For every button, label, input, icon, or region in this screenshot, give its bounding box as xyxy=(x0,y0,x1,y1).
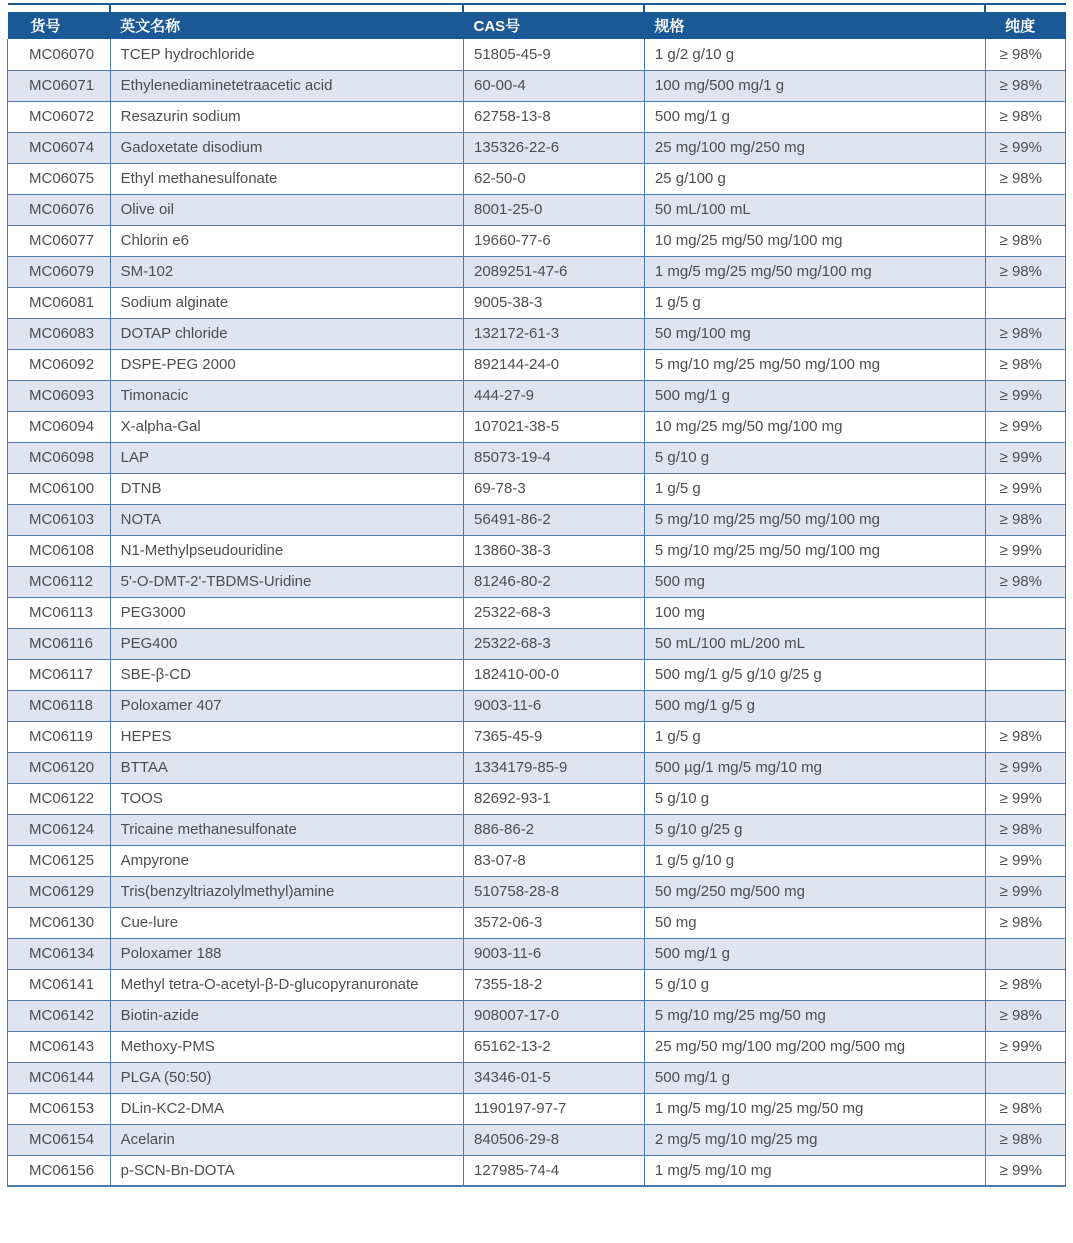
cell-name: NOTA xyxy=(110,504,463,535)
cell-purity: ≥ 98% xyxy=(985,163,1065,194)
table-row xyxy=(8,690,1066,721)
cell-item_no: MC06153 xyxy=(8,1093,111,1124)
cell-item_no: MC06116 xyxy=(8,628,111,659)
cell-name: Poloxamer 407 xyxy=(110,690,463,721)
table-row xyxy=(8,1062,1066,1093)
cell-name: PEG400 xyxy=(110,628,463,659)
cell-name: X-alpha-Gal xyxy=(110,411,463,442)
cell-cas: 81246-80-2 xyxy=(463,566,644,597)
cell-name: Olive oil xyxy=(110,194,463,225)
cell-name: DLin-KC2-DMA xyxy=(110,1093,463,1124)
cell-item_no: MC06154 xyxy=(8,1124,111,1155)
cell-name: BTTAA xyxy=(110,752,463,783)
cell-purity: ≥ 98% xyxy=(985,70,1065,101)
cell-purity xyxy=(985,938,1065,969)
cell-spec: 5 mg/10 mg/25 mg/50 mg/100 mg xyxy=(644,504,985,535)
cell-item_no: MC06074 xyxy=(8,132,111,163)
cell-cas: 62758-13-8 xyxy=(463,101,644,132)
cell-spec: 5 mg/10 mg/25 mg/50 mg/100 mg xyxy=(644,535,985,566)
cell-purity: ≥ 98% xyxy=(985,566,1065,597)
cell-purity: ≥ 98% xyxy=(985,318,1065,349)
cell-spec: 10 mg/25 mg/50 mg/100 mg xyxy=(644,411,985,442)
cell-item_no: MC06122 xyxy=(8,783,111,814)
cell-cas: 9005-38-3 xyxy=(463,287,644,318)
cell-item_no: MC06112 xyxy=(8,566,111,597)
cell-name: Tris(benzyltriazolylmethyl)amine xyxy=(110,876,463,907)
cell-purity xyxy=(985,194,1065,225)
cell-spec: 50 mL/100 mL xyxy=(644,194,985,225)
table-row xyxy=(8,473,1066,504)
cell-spec: 500 mg/1 g xyxy=(644,101,985,132)
top-rule-segment xyxy=(463,4,644,12)
table-row xyxy=(8,628,1066,659)
table-row xyxy=(8,907,1066,938)
table-row xyxy=(8,411,1066,442)
table-row xyxy=(8,938,1066,969)
cell-purity xyxy=(985,597,1065,628)
cell-name: HEPES xyxy=(110,721,463,752)
cell-item_no: MC06071 xyxy=(8,70,111,101)
cell-purity: ≥ 98% xyxy=(985,101,1065,132)
table-row xyxy=(8,39,1066,70)
cell-item_no: MC06144 xyxy=(8,1062,111,1093)
cell-purity: ≥ 98% xyxy=(985,721,1065,752)
table-row xyxy=(8,194,1066,225)
cell-purity: ≥ 98% xyxy=(985,225,1065,256)
cell-item_no: MC06156 xyxy=(8,1155,111,1186)
cell-item_no: MC06129 xyxy=(8,876,111,907)
cell-spec: 1 mg/5 mg/10 mg xyxy=(644,1155,985,1186)
table-row xyxy=(8,566,1066,597)
cell-item_no: MC06134 xyxy=(8,938,111,969)
cell-name: Chlorin e6 xyxy=(110,225,463,256)
cell-item_no: MC06077 xyxy=(8,225,111,256)
cell-item_no: MC06083 xyxy=(8,318,111,349)
cell-name: PLGA (50:50) xyxy=(110,1062,463,1093)
cell-cas: 840506-29-8 xyxy=(463,1124,644,1155)
cell-name: Ethylenediaminetetraacetic acid xyxy=(110,70,463,101)
cell-item_no: MC06100 xyxy=(8,473,111,504)
cell-item_no: MC06113 xyxy=(8,597,111,628)
cell-name: TCEP hydrochloride xyxy=(110,39,463,70)
cell-purity xyxy=(985,1062,1065,1093)
cell-spec: 1 mg/5 mg/25 mg/50 mg/100 mg xyxy=(644,256,985,287)
cell-cas: 1334179-85-9 xyxy=(463,752,644,783)
cell-cas: 83-07-8 xyxy=(463,845,644,876)
cell-cas: 69-78-3 xyxy=(463,473,644,504)
cell-item_no: MC06081 xyxy=(8,287,111,318)
cell-item_no: MC06117 xyxy=(8,659,111,690)
cell-cas: 107021-38-5 xyxy=(463,411,644,442)
table-row xyxy=(8,504,1066,535)
cell-purity: ≥ 98% xyxy=(985,814,1065,845)
cell-purity: ≥ 98% xyxy=(985,969,1065,1000)
cell-spec: 500 mg/1 g xyxy=(644,938,985,969)
cell-spec: 25 mg/100 mg/250 mg xyxy=(644,132,985,163)
cell-spec: 500 mg/1 g xyxy=(644,380,985,411)
cell-cas: 60-00-4 xyxy=(463,70,644,101)
cell-purity: ≥ 99% xyxy=(985,380,1065,411)
cell-cas: 56491-86-2 xyxy=(463,504,644,535)
cell-name: Acelarin xyxy=(110,1124,463,1155)
cell-name: PEG3000 xyxy=(110,597,463,628)
cell-item_no: MC06130 xyxy=(8,907,111,938)
cell-name: Poloxamer 188 xyxy=(110,938,463,969)
table-row xyxy=(8,101,1066,132)
cell-item_no: MC06076 xyxy=(8,194,111,225)
cell-item_no: MC06094 xyxy=(8,411,111,442)
table-row xyxy=(8,1124,1066,1155)
top-rule-segment xyxy=(644,4,985,12)
cell-spec: 5 mg/10 mg/25 mg/50 mg/100 mg xyxy=(644,349,985,380)
table-row xyxy=(8,70,1066,101)
cell-cas: 62-50-0 xyxy=(463,163,644,194)
cell-purity xyxy=(985,659,1065,690)
cell-item_no: MC06125 xyxy=(8,845,111,876)
cell-cas: 7355-18-2 xyxy=(463,969,644,1000)
cell-spec: 5 mg/10 mg/25 mg/50 mg xyxy=(644,1000,985,1031)
cell-spec: 1 g/5 g xyxy=(644,473,985,504)
cell-cas: 886-86-2 xyxy=(463,814,644,845)
table-body xyxy=(8,39,1066,1186)
cell-item_no: MC06072 xyxy=(8,101,111,132)
table-row xyxy=(8,163,1066,194)
cell-name: SBE-β-CD xyxy=(110,659,463,690)
table-row xyxy=(8,814,1066,845)
cell-purity: ≥ 99% xyxy=(985,845,1065,876)
cell-name: Sodium alginate xyxy=(110,287,463,318)
cell-purity: ≥ 98% xyxy=(985,349,1065,380)
cell-purity: ≥ 99% xyxy=(985,1031,1065,1062)
cell-purity xyxy=(985,287,1065,318)
cell-cas: 127985-74-4 xyxy=(463,1155,644,1186)
cell-spec: 1 mg/5 mg/10 mg/25 mg/50 mg xyxy=(644,1093,985,1124)
cell-spec: 25 mg/50 mg/100 mg/200 mg/500 mg xyxy=(644,1031,985,1062)
table-row xyxy=(8,721,1066,752)
product-table xyxy=(7,3,1066,1187)
cell-purity: ≥ 98% xyxy=(985,504,1065,535)
cell-name: Methoxy-PMS xyxy=(110,1031,463,1062)
cell-purity: ≥ 98% xyxy=(985,1093,1065,1124)
table-row xyxy=(8,535,1066,566)
table-row xyxy=(8,1031,1066,1062)
cell-name: SM-102 xyxy=(110,256,463,287)
cell-cas: 34346-01-5 xyxy=(463,1062,644,1093)
cell-item_no: MC06119 xyxy=(8,721,111,752)
header-top-rule xyxy=(8,4,1066,12)
cell-item_no: MC06120 xyxy=(8,752,111,783)
cell-cas: 19660-77-6 xyxy=(463,225,644,256)
cell-name: p-SCN-Bn-DOTA xyxy=(110,1155,463,1186)
cell-item_no: MC06092 xyxy=(8,349,111,380)
cell-spec: 500 µg/1 mg/5 mg/10 mg xyxy=(644,752,985,783)
cell-name: DTNB xyxy=(110,473,463,504)
cell-spec: 10 mg/25 mg/50 mg/100 mg xyxy=(644,225,985,256)
cell-cas: 85073-19-4 xyxy=(463,442,644,473)
cell-item_no: MC06070 xyxy=(8,39,111,70)
table-row xyxy=(8,132,1066,163)
cell-cas: 51805-45-9 xyxy=(463,39,644,70)
table-row xyxy=(8,659,1066,690)
column-header-spec: 规格 xyxy=(644,12,985,39)
table-row xyxy=(8,225,1066,256)
table-row xyxy=(8,349,1066,380)
top-rule-segment xyxy=(8,4,111,12)
cell-item_no: MC06075 xyxy=(8,163,111,194)
cell-name: Cue-lure xyxy=(110,907,463,938)
cell-name: Methyl tetra-O-acetyl-β-D-glucopyranuronate xyxy=(110,969,463,1000)
cell-purity: ≥ 98% xyxy=(985,1000,1065,1031)
cell-spec: 25 g/100 g xyxy=(644,163,985,194)
cell-item_no: MC06124 xyxy=(8,814,111,845)
cell-spec: 100 mg/500 mg/1 g xyxy=(644,70,985,101)
cell-item_no: MC06141 xyxy=(8,969,111,1000)
cell-spec: 100 mg xyxy=(644,597,985,628)
cell-cas: 9003-11-6 xyxy=(463,938,644,969)
cell-item_no: MC06142 xyxy=(8,1000,111,1031)
cell-spec: 5 g/10 g xyxy=(644,442,985,473)
cell-cas: 892144-24-0 xyxy=(463,349,644,380)
header-row xyxy=(8,12,1066,39)
cell-name: Biotin-azide xyxy=(110,1000,463,1031)
cell-name: LAP xyxy=(110,442,463,473)
cell-item_no: MC06143 xyxy=(8,1031,111,1062)
cell-spec: 1 g/2 g/10 g xyxy=(644,39,985,70)
table-row xyxy=(8,442,1066,473)
cell-cas: 2089251-47-6 xyxy=(463,256,644,287)
column-header-cas: CAS号 xyxy=(463,12,644,39)
cell-item_no: MC06103 xyxy=(8,504,111,535)
cell-name: Resazurin sodium xyxy=(110,101,463,132)
table-row xyxy=(8,318,1066,349)
cell-purity: ≥ 99% xyxy=(985,535,1065,566)
table-row xyxy=(8,969,1066,1000)
cell-cas: 3572-06-3 xyxy=(463,907,644,938)
cell-name: Timonacic xyxy=(110,380,463,411)
cell-name: TOOS xyxy=(110,783,463,814)
cell-spec: 50 mL/100 mL/200 mL xyxy=(644,628,985,659)
table-row xyxy=(8,752,1066,783)
cell-item_no: MC06118 xyxy=(8,690,111,721)
cell-cas: 444-27-9 xyxy=(463,380,644,411)
cell-cas: 1190197-97-7 xyxy=(463,1093,644,1124)
cell-spec: 2 mg/5 mg/10 mg/25 mg xyxy=(644,1124,985,1155)
cell-spec: 500 mg/1 g/5 g/10 g/25 g xyxy=(644,659,985,690)
table-row xyxy=(8,256,1066,287)
cell-spec: 50 mg xyxy=(644,907,985,938)
cell-cas: 132172-61-3 xyxy=(463,318,644,349)
cell-purity: ≥ 99% xyxy=(985,411,1065,442)
table-row xyxy=(8,876,1066,907)
cell-cas: 25322-68-3 xyxy=(463,628,644,659)
cell-cas: 510758-28-8 xyxy=(463,876,644,907)
cell-cas: 135326-22-6 xyxy=(463,132,644,163)
cell-item_no: MC06093 xyxy=(8,380,111,411)
cell-cas: 25322-68-3 xyxy=(463,597,644,628)
cell-spec: 50 mg/250 mg/500 mg xyxy=(644,876,985,907)
table-row xyxy=(8,380,1066,411)
cell-name: 5'-O-DMT-2'-TBDMS-Uridine xyxy=(110,566,463,597)
cell-purity: ≥ 99% xyxy=(985,783,1065,814)
cell-purity: ≥ 99% xyxy=(985,1155,1065,1186)
cell-spec: 500 mg xyxy=(644,566,985,597)
cell-purity: ≥ 99% xyxy=(985,132,1065,163)
table-row xyxy=(8,597,1066,628)
cell-name: Tricaine methanesulfonate xyxy=(110,814,463,845)
cell-cas: 82692-93-1 xyxy=(463,783,644,814)
cell-name: Ethyl methanesulfonate xyxy=(110,163,463,194)
cell-purity: ≥ 99% xyxy=(985,876,1065,907)
cell-purity: ≥ 98% xyxy=(985,907,1065,938)
top-rule-segment xyxy=(985,4,1065,12)
cell-purity: ≥ 99% xyxy=(985,752,1065,783)
cell-purity: ≥ 98% xyxy=(985,39,1065,70)
top-rule-segment xyxy=(110,4,463,12)
table-row xyxy=(8,1093,1066,1124)
cell-spec: 1 g/5 g xyxy=(644,287,985,318)
cell-purity: ≥ 99% xyxy=(985,442,1065,473)
cell-spec: 500 mg/1 g/5 g xyxy=(644,690,985,721)
cell-item_no: MC06108 xyxy=(8,535,111,566)
cell-cas: 7365-45-9 xyxy=(463,721,644,752)
cell-spec: 1 g/5 g xyxy=(644,721,985,752)
column-header-name: 英文名称 xyxy=(110,12,463,39)
column-header-item-no: 货号 xyxy=(8,12,111,39)
table-row xyxy=(8,783,1066,814)
cell-cas: 182410-00-0 xyxy=(463,659,644,690)
cell-cas: 13860-38-3 xyxy=(463,535,644,566)
cell-purity xyxy=(985,628,1065,659)
table-header xyxy=(8,4,1066,39)
cell-name: N1-Methylpseudouridine xyxy=(110,535,463,566)
cell-purity xyxy=(985,690,1065,721)
cell-cas: 8001-25-0 xyxy=(463,194,644,225)
cell-name: DSPE-PEG 2000 xyxy=(110,349,463,380)
table-row xyxy=(8,287,1066,318)
cell-item_no: MC06079 xyxy=(8,256,111,287)
column-header-purity: 纯度 xyxy=(985,12,1065,39)
cell-name: Ampyrone xyxy=(110,845,463,876)
table-row xyxy=(8,1000,1066,1031)
cell-spec: 1 g/5 g/10 g xyxy=(644,845,985,876)
table-row xyxy=(8,845,1066,876)
cell-cas: 9003-11-6 xyxy=(463,690,644,721)
cell-spec: 5 g/10 g xyxy=(644,969,985,1000)
cell-spec: 500 mg/1 g xyxy=(644,1062,985,1093)
cell-purity: ≥ 98% xyxy=(985,256,1065,287)
cell-spec: 50 mg/100 mg xyxy=(644,318,985,349)
cell-spec: 5 g/10 g/25 g xyxy=(644,814,985,845)
cell-purity: ≥ 99% xyxy=(985,473,1065,504)
cell-name: DOTAP chloride xyxy=(110,318,463,349)
cell-item_no: MC06098 xyxy=(8,442,111,473)
table-row xyxy=(8,1155,1066,1186)
cell-cas: 908007-17-0 xyxy=(463,1000,644,1031)
cell-name: Gadoxetate disodium xyxy=(110,132,463,163)
cell-spec: 5 g/10 g xyxy=(644,783,985,814)
cell-cas: 65162-13-2 xyxy=(463,1031,644,1062)
cell-purity: ≥ 98% xyxy=(985,1124,1065,1155)
